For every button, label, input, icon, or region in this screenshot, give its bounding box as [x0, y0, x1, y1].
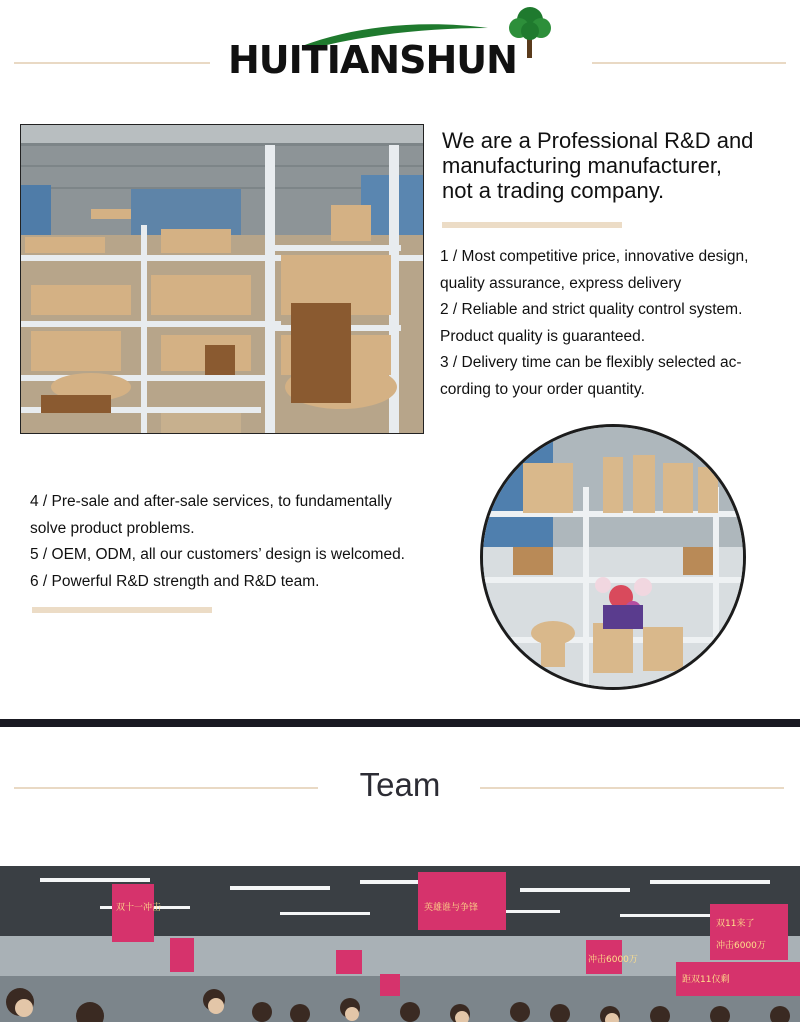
point-line: cording to your order quantity. [440, 380, 645, 398]
banner-text: 双十一冲击 [116, 903, 162, 913]
points-right [440, 244, 748, 403]
team-rule-left [14, 787, 318, 789]
point-line: 1 / Most competitive price, innovative design, [440, 248, 749, 265]
point-line: quality assurance, express delivery [440, 274, 682, 292]
headline-accent-bar [442, 222, 622, 228]
point-line: Product quality is guaranteed. [440, 327, 646, 345]
intro-headline [442, 128, 792, 203]
points-accent-bar [32, 607, 212, 613]
point-line: solve product problems. [30, 519, 195, 537]
point-line: 2 / Reliable and strict quality control system. [440, 301, 743, 318]
points-left [30, 489, 405, 595]
warehouse-photo [20, 124, 424, 434]
team-rule-right [480, 787, 784, 789]
brand-logo [220, 4, 590, 80]
headline-line-3: not a trading company. [442, 178, 665, 203]
header-rule-left [14, 62, 210, 64]
point-line: 6 / Powerful R&D strength and R&D team. [30, 572, 320, 590]
team-title: Team [359, 766, 441, 803]
section-divider [0, 719, 800, 727]
products-circle-photo [480, 424, 746, 690]
header-rule-right [592, 62, 786, 64]
point-line: 3 / Delivery time can be flexibly selected ac- [440, 354, 742, 371]
banner-text: 双11来了 [716, 919, 755, 929]
logo-text: HUITIANSHUN [228, 38, 517, 82]
banner-text: 冲击6000万 [716, 941, 766, 951]
banner-text: 英雄谁与争锋 [424, 903, 479, 913]
banner-text: 冲击6000万 [588, 955, 638, 965]
headline-line-1: We are a Professional R&D and [442, 128, 754, 153]
point-line: 4 / Pre-sale and after-sale services, to fundamentally [30, 493, 392, 510]
banner-text: 距双11仅剩 [682, 975, 730, 985]
team-photo [0, 866, 800, 1022]
headline-line-2: manufacturing manufacturer, [442, 153, 723, 178]
point-line: 5 / OEM, ODM, all our customers’ design is welcomed. [30, 546, 405, 563]
